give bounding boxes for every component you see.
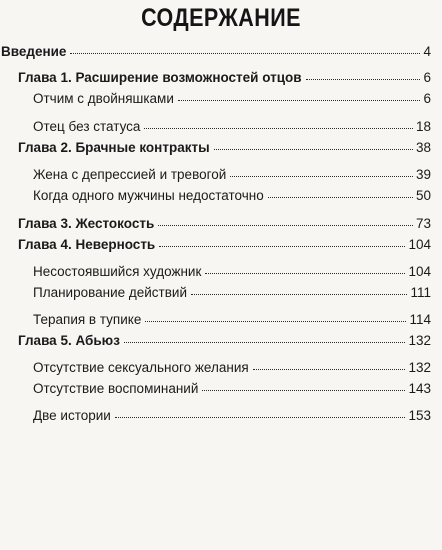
dot-leader bbox=[178, 100, 421, 101]
dot-leader bbox=[253, 369, 406, 370]
toc-entry-label: Отчим с двойняшками bbox=[33, 91, 174, 106]
dot-leader bbox=[306, 79, 421, 80]
toc-page-number: 153 bbox=[408, 408, 431, 423]
toc-entry-label: Глава 4. Неверность bbox=[18, 237, 156, 252]
toc-entry-label: Терапия в тупике bbox=[33, 312, 142, 327]
toc-page-number: 143 bbox=[408, 381, 431, 396]
dot-leader bbox=[202, 390, 405, 391]
toc-page-number: 18 bbox=[415, 119, 431, 134]
dot-leader bbox=[214, 149, 413, 150]
toc-chapter bbox=[18, 216, 431, 232]
toc-entry-label: Глава 3. Жестокость bbox=[18, 216, 155, 231]
page-title: СОДЕРЖАНИЕ bbox=[141, 4, 301, 32]
toc-entry-label: Глава 2. Брачные контракты bbox=[18, 140, 210, 155]
dot-leader bbox=[144, 128, 413, 129]
toc-page-number: 111 bbox=[410, 285, 431, 300]
toc-page-number: 6 bbox=[423, 91, 431, 106]
toc-page-number: 104 bbox=[408, 237, 431, 252]
toc-subentry bbox=[33, 408, 431, 424]
toc-entry-label: Введение bbox=[1, 44, 67, 59]
toc-subentry bbox=[33, 119, 431, 135]
toc-entry-label: Отсутствие воспоминаний bbox=[33, 381, 199, 396]
toc-entry-label: Отсутствие сексуального желания bbox=[33, 360, 249, 375]
toc-entry-label: Несостоявшийся художник bbox=[33, 264, 202, 279]
dot-leader bbox=[191, 294, 407, 295]
toc-subentry bbox=[33, 167, 431, 183]
toc-subentry bbox=[33, 264, 431, 280]
toc-subentry bbox=[33, 381, 431, 397]
toc-page-number: 104 bbox=[408, 264, 431, 279]
toc-entry-label: Отец без статуса bbox=[33, 119, 141, 134]
toc-chapter bbox=[18, 237, 431, 253]
toc-chapter bbox=[18, 140, 431, 156]
toc-chapter bbox=[18, 70, 431, 86]
toc-entry-label: Планирование действий bbox=[33, 285, 187, 300]
dot-leader bbox=[158, 225, 413, 226]
toc-page-number: 114 bbox=[409, 312, 431, 327]
dot-leader bbox=[124, 342, 406, 343]
toc-entry-label: Глава 1. Расширение возможностей отцов bbox=[18, 70, 302, 85]
toc-page-number: 73 bbox=[415, 216, 431, 231]
dot-leader bbox=[205, 273, 405, 274]
toc-subentry bbox=[33, 188, 431, 204]
dot-leader bbox=[230, 176, 413, 177]
toc-subentry bbox=[33, 360, 431, 376]
toc-page-number: 6 bbox=[423, 70, 431, 85]
toc-entry-label: Две истории bbox=[33, 408, 111, 423]
dot-leader bbox=[70, 53, 420, 54]
toc-chapter bbox=[18, 333, 431, 349]
toc-page-number: 39 bbox=[415, 167, 431, 182]
toc-entry-label: Глава 5. Абьюз bbox=[18, 333, 120, 348]
dot-leader bbox=[115, 417, 406, 418]
toc-page-number: 4 bbox=[423, 44, 431, 59]
dot-leader bbox=[145, 321, 406, 322]
toc-page-number: 132 bbox=[408, 333, 431, 348]
toc-subentry bbox=[33, 91, 431, 107]
toc-page-number: 38 bbox=[415, 140, 431, 155]
toc-entry-label: Когда одного мужчины недостаточно bbox=[33, 188, 264, 203]
dot-leader bbox=[268, 197, 413, 198]
toc-intro bbox=[1, 44, 431, 60]
toc-entry-label: Жена с депрессией и тревогой bbox=[33, 167, 227, 182]
toc-page-number: 50 bbox=[415, 188, 431, 203]
toc-subentry bbox=[33, 285, 431, 301]
toc-subentry bbox=[33, 312, 431, 328]
toc-page-number: 132 bbox=[408, 360, 431, 375]
dot-leader bbox=[159, 246, 405, 247]
